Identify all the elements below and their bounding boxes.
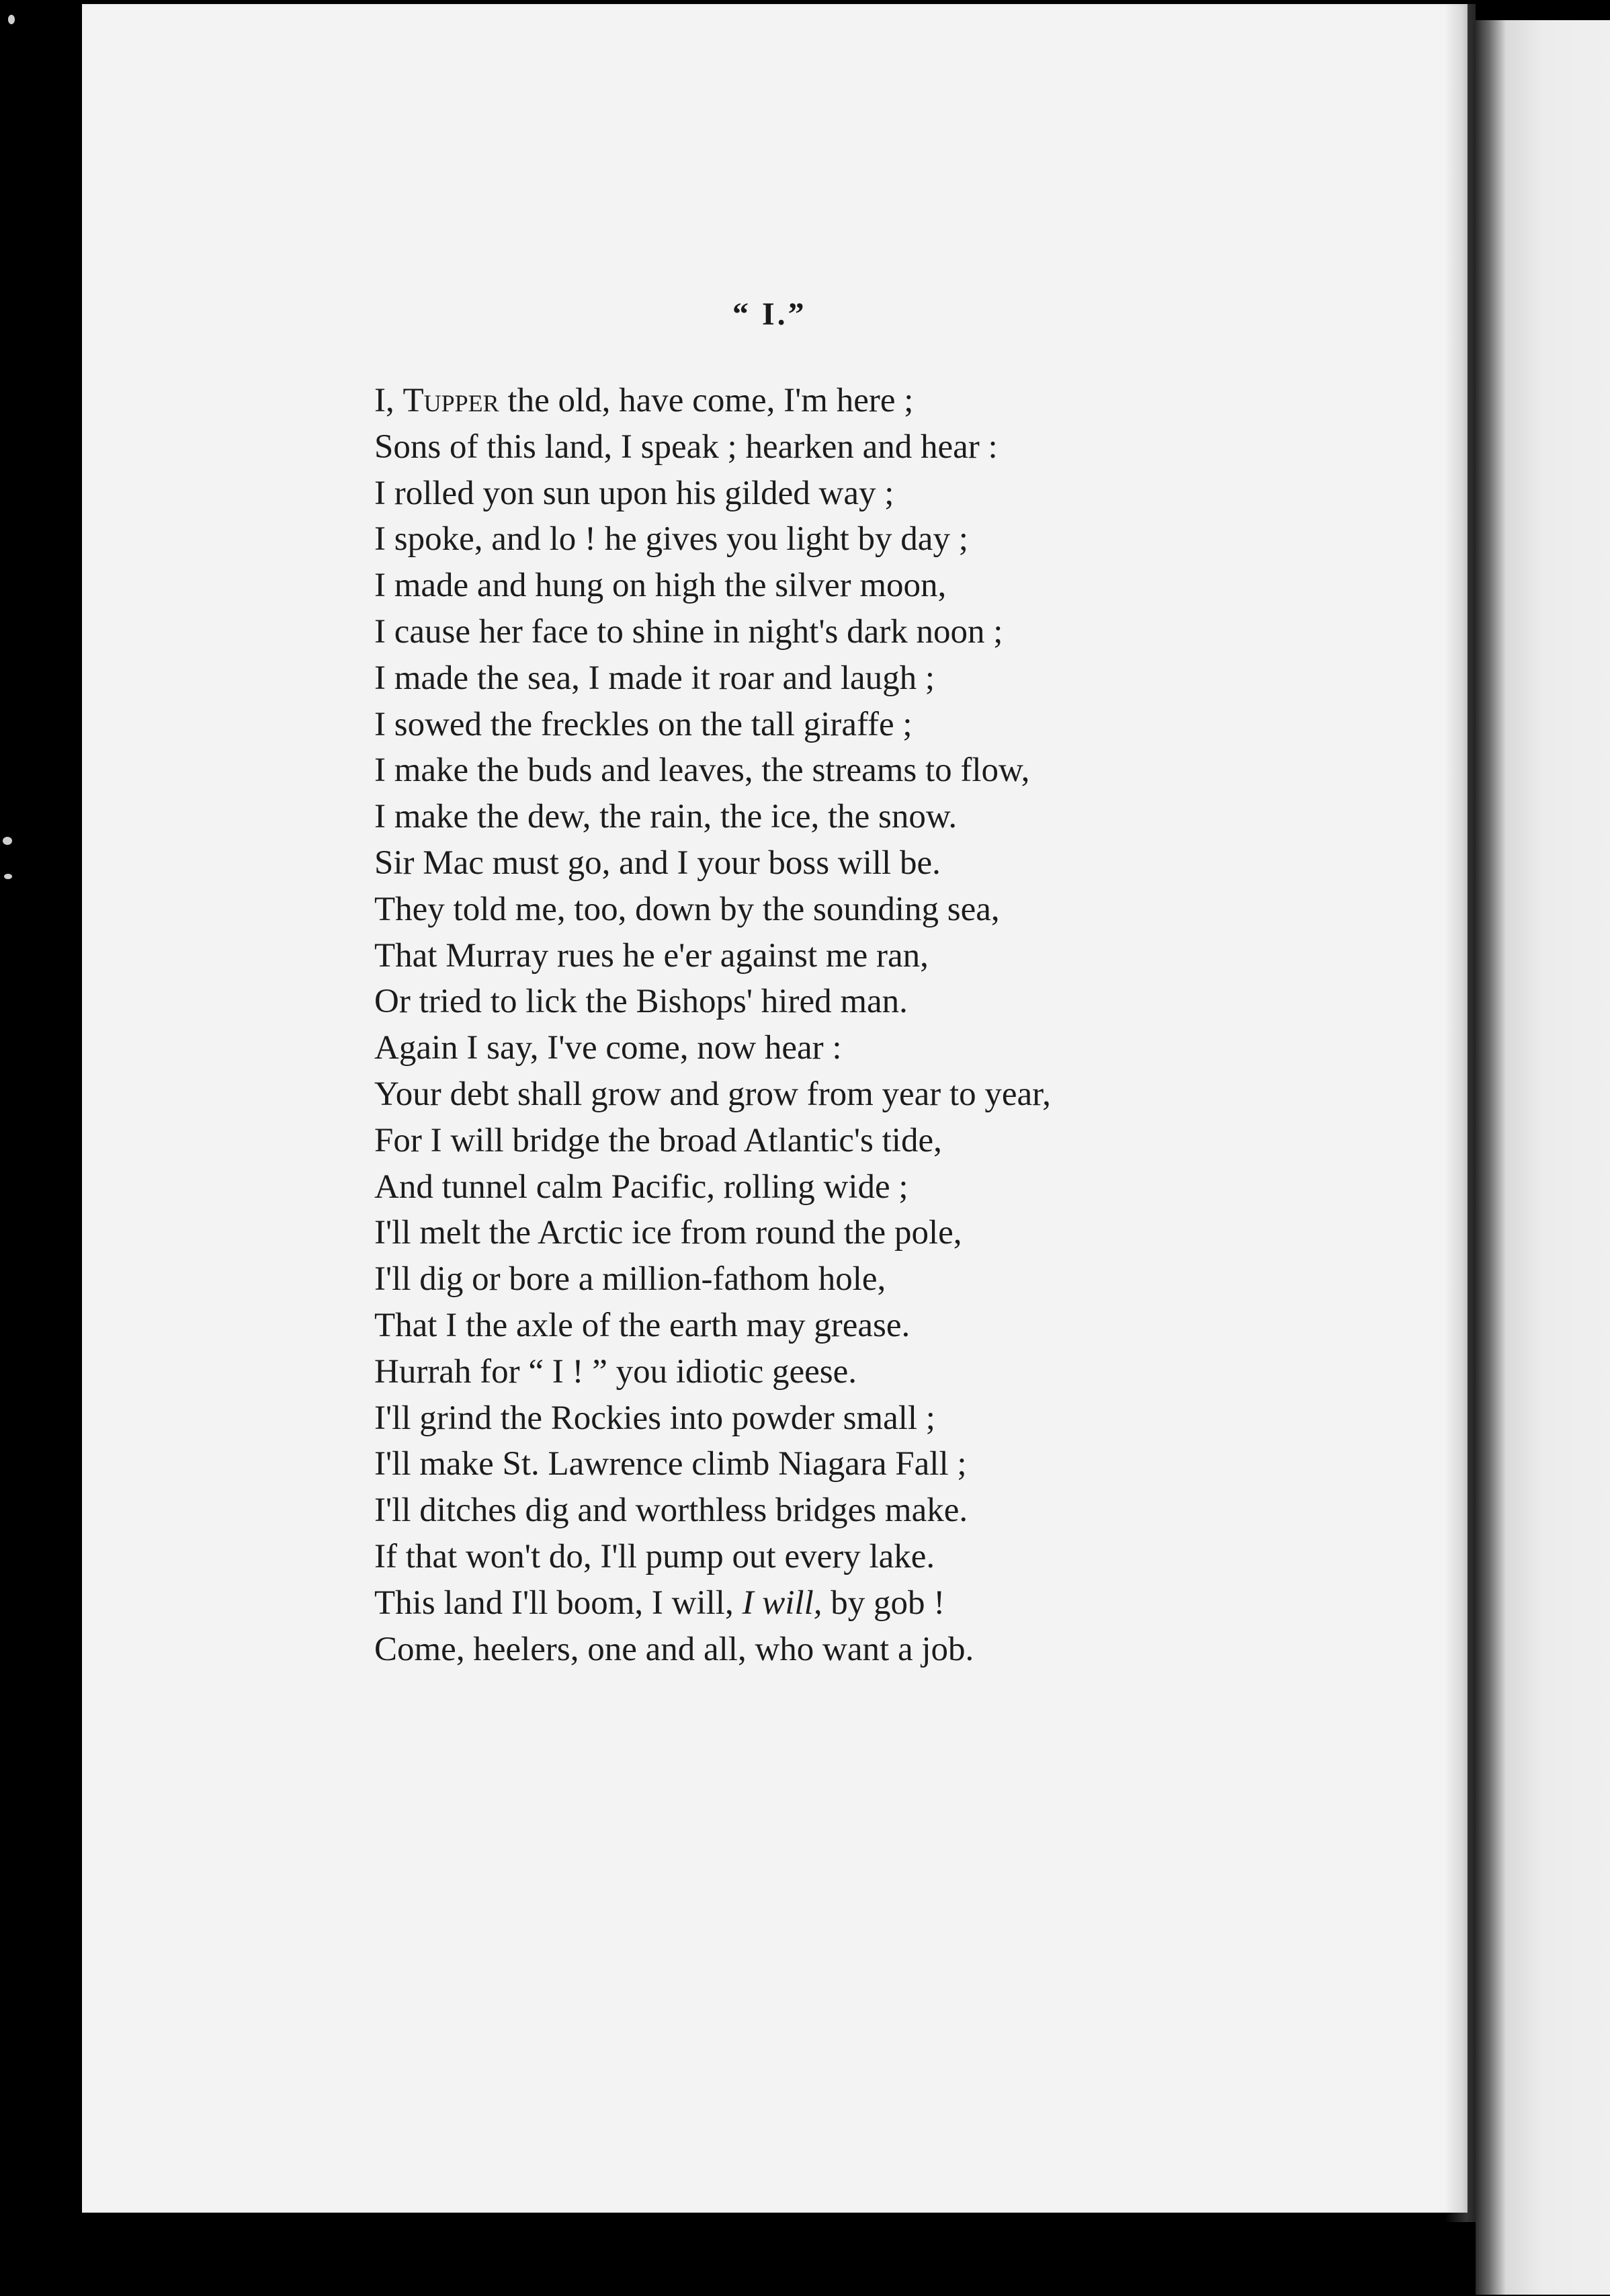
poem-line: That I the axle of the earth may grease. <box>374 1306 910 1344</box>
poem-line: I'll dig or bore a million-fathom hole, <box>374 1260 886 1299</box>
poem-line: I made and hung on high the silver moon, <box>374 567 947 605</box>
poem-line: Sir Mac must go, and I your boss will be. <box>374 844 941 882</box>
poem-title: “ I.” <box>732 296 807 332</box>
poem-line: I made the sea, I made it roar and laugh ; <box>374 659 935 697</box>
poem-line: If that won't do, I'll pump out every lake. <box>374 1537 935 1575</box>
name-tupper: Tupper <box>402 382 499 419</box>
poem-line: Come, heelers, one and all, who want a job. <box>374 1630 974 1668</box>
poem-line: I'll ditches dig and worthless bridges make. <box>374 1491 968 1530</box>
poem-line: I spoke, and lo ! he gives you light by day ; <box>374 520 968 559</box>
poem-line: I make the dew, the rain, the ice, the snow. <box>374 798 958 836</box>
scan-speck <box>3 837 12 845</box>
poem-line: They told me, too, down by the sounding sea, <box>374 890 1000 928</box>
scan-speck <box>4 874 12 879</box>
poem-line: I cause her face to shine in night's dark noon ; <box>374 612 1003 651</box>
facing-page-edge <box>1476 20 1610 2295</box>
poem-line: Sons of this land, I speak ; hearken and hear : <box>374 427 998 466</box>
poem-line: I sowed the freckles on the tall giraffe ; <box>374 705 913 743</box>
poem-line: That Murray rues he e'er against me ran, <box>374 936 929 975</box>
poem-line: I, Tupper the old, have come, I'm here ; <box>374 382 914 419</box>
poem-line: I make the buds and leaves, the streams to flow, <box>374 751 1030 790</box>
emphasis-i-will: I will, <box>742 1584 822 1622</box>
poem-line: Your debt shall grow and grow from year to year, <box>374 1075 1051 1113</box>
poem-line: Again I say, I've come, now hear : <box>374 1029 842 1067</box>
poem-line: And tunnel calm Pacific, rolling wide ; <box>374 1167 908 1206</box>
poem-line: I rolled yon sun upon his gilded way ; <box>374 474 894 512</box>
poem-line: I'll make St. Lawrence climb Niagara Fall ; <box>374 1445 967 1483</box>
poem-line: For I will bridge the broad Atlantic's tide, <box>374 1121 942 1159</box>
poem-line: Hurrah for “ I ! ” you idiotic geese. <box>374 1352 857 1391</box>
poem-line: I'll grind the Rockies into powder small ; <box>374 1399 935 1437</box>
poem-line: Or tried to lick the Bishops' hired man. <box>374 983 908 1021</box>
poem-body <box>374 378 1463 1672</box>
poem-line: I'll melt the Arctic ice from round the pole, <box>374 1214 962 1252</box>
scan-speck <box>8 15 15 24</box>
poem-line: This land I'll boom, I will, I will, by gob ! <box>374 1584 945 1622</box>
